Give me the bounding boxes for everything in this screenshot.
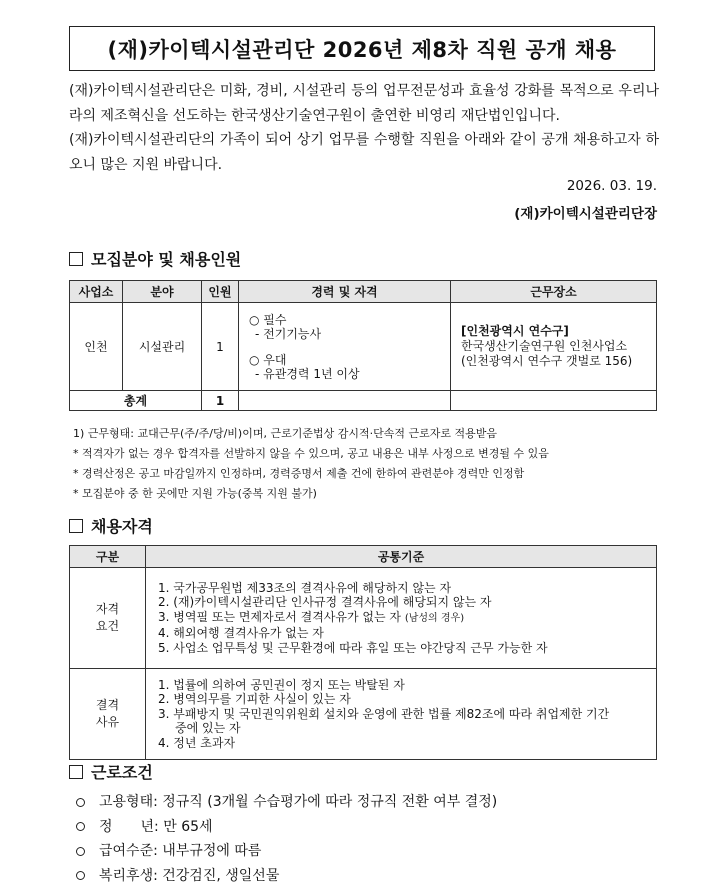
workplace-address: (인천광역시 연수구 갯벌로 156) (461, 354, 633, 368)
circle-bullet-icon (76, 847, 85, 856)
section-heading-conditions (69, 760, 153, 783)
category-label: 요건 (95, 619, 120, 633)
page-title: (재)카이텍시설관리단 2026년 제8차 직원 공개 채용 (69, 26, 655, 71)
workplace-name: 한국생산기술연구원 인천사업소 (461, 339, 628, 353)
list-item-continuation: 중에 있는 자 (175, 721, 241, 736)
count-cell: 1 (202, 303, 239, 391)
qualification-list (146, 568, 657, 669)
organization-signature: (재)카이텍시설관리단장 (514, 206, 657, 222)
list-item (76, 815, 497, 840)
empty-cell (451, 391, 657, 411)
note-item: * 경력산정은 공고 마감일까지 인정하며, 경력증명서 제출 건에 한하여 관련분야 경력만 인정함 (73, 467, 525, 480)
qualification-cell (239, 303, 451, 391)
required-label: ○ 필수 (249, 312, 287, 327)
list-item-text: 3. 병역필 또는 면제자로서 결격사유가 없는 자 (158, 609, 401, 624)
recruitment-notes (73, 424, 549, 504)
preferred-label: ○ 우대 (249, 352, 287, 367)
required-item: - 전기기능사 (255, 326, 322, 341)
field-cell: 시설관리 (123, 303, 202, 391)
table-header-row (70, 546, 657, 568)
list-item: 1. 법률에 의하여 공민권이 정지 또는 박탈된 자 (158, 677, 405, 692)
workplace-cell (451, 303, 657, 391)
list-item (158, 610, 644, 627)
intro-paragraph-1: (재)카이텍시설관리단은 미화, 경비, 시설관리 등의 업무전문성과 효율성 강화를 목적으로 우리나라의 제조혁신을 선도하는 한국생산기술연구원이 출연한 비영리 재단법인입니다. (69, 83, 659, 124)
workplace-region: [인천광역시 연수구] (461, 324, 569, 338)
condition-text: 고용형태: 정규직 (3개월 수습평가에 따라 정규직 전환 여부 결정) (99, 794, 498, 810)
section-heading-text: 모집분야 및 채용인원 (91, 250, 242, 269)
section-heading-qualifications (69, 514, 153, 537)
note-item: * 모집분야 중 한 곳에만 지원 가능(중복 지원 불가) (73, 487, 317, 500)
category-label: 사유 (95, 715, 120, 729)
category-label: 결격 (95, 698, 120, 712)
recruitment-table (69, 280, 657, 411)
column-header: 경력 및 자격 (239, 281, 451, 303)
announcement-date: 2026. 03. 19. (566, 178, 657, 194)
intro-paragraph-2: (재)카이텍시설관리단의 가족이 되어 상기 업무를 수행할 직원을 아래와 같이 공개 채용하고자 하오니 많은 지원 바랍니다. (69, 132, 659, 173)
table-row (70, 669, 657, 760)
list-item-note: (남성의 경우) (404, 612, 465, 624)
circle-bullet-icon (76, 871, 85, 880)
category-cell (70, 568, 146, 669)
section-heading-recruitment (69, 247, 241, 270)
column-header: 근무장소 (451, 281, 657, 303)
total-label: 총계 (70, 391, 202, 411)
circle-bullet-icon (76, 798, 85, 807)
note-item: 1) 근무형태: 교대근무(주/주/당/비)이며, 근로기준법상 감시적·단속적 근로자로 적용받음 (73, 427, 497, 440)
table-header-row (70, 281, 657, 303)
circle-bullet-icon (76, 822, 85, 831)
note-item: * 적격자가 없는 경우 합격자를 선발하지 않을 수 있으며, 공고 내용은 내부 사정으로 변경될 수 있음 (73, 447, 549, 460)
table-row (70, 303, 657, 391)
square-bullet-icon (69, 519, 83, 533)
column-header: 인원 (202, 281, 239, 303)
category-cell (70, 669, 146, 760)
list-item: 1. 국가공무원법 제33조의 결격사유에 해당하지 않는 자 (158, 580, 452, 595)
empty-cell (239, 391, 451, 411)
list-item: 4. 정년 초과자 (158, 735, 236, 750)
disqualification-list (146, 669, 657, 760)
list-item: 2. 병역의무를 기피한 사실이 있는 자 (158, 692, 351, 707)
list-item: 2. (재)카이텍시설관리단 인사규정 결격사유에 해당되지 않는 자 (158, 595, 492, 610)
category-label: 자격 (95, 602, 120, 616)
section-heading-text: 채용자격 (91, 517, 153, 536)
column-header: 구분 (70, 546, 146, 568)
column-header: 분야 (123, 281, 202, 303)
total-row (70, 391, 657, 411)
list-item: 3. 부패방지 및 국민권익위원회 설치와 운영에 관한 법률 제82조에 따라 취업제한 기간 (158, 706, 610, 721)
condition-text: 복리후생: 건강검진, 생일선물 (99, 867, 280, 884)
list-item: 5. 사업소 업무특성 및 근무환경에 따라 휴일 또는 야간당직 근무 가능한 자 (158, 640, 548, 655)
list-item (76, 839, 497, 864)
condition-text: 정 년: 만 65세 (99, 818, 213, 835)
site-cell: 인천 (70, 303, 123, 391)
section-heading-text: 근로조건 (91, 763, 153, 782)
column-header: 사업소 (70, 281, 123, 303)
list-item: 4. 해외여행 결격사유가 없는 자 (158, 626, 324, 641)
table-row (70, 568, 657, 669)
total-count: 1 (202, 391, 239, 411)
column-header: 공통기준 (146, 546, 657, 568)
list-item (76, 790, 497, 815)
square-bullet-icon (69, 252, 83, 266)
working-conditions-list (76, 790, 497, 888)
square-bullet-icon (69, 765, 83, 779)
qualification-table (69, 545, 657, 760)
preferred-item: - 유관경력 1년 이상 (255, 366, 360, 381)
intro-text (69, 79, 659, 177)
list-item (76, 864, 497, 888)
condition-text: 급여수준: 내부규정에 따름 (99, 843, 262, 859)
